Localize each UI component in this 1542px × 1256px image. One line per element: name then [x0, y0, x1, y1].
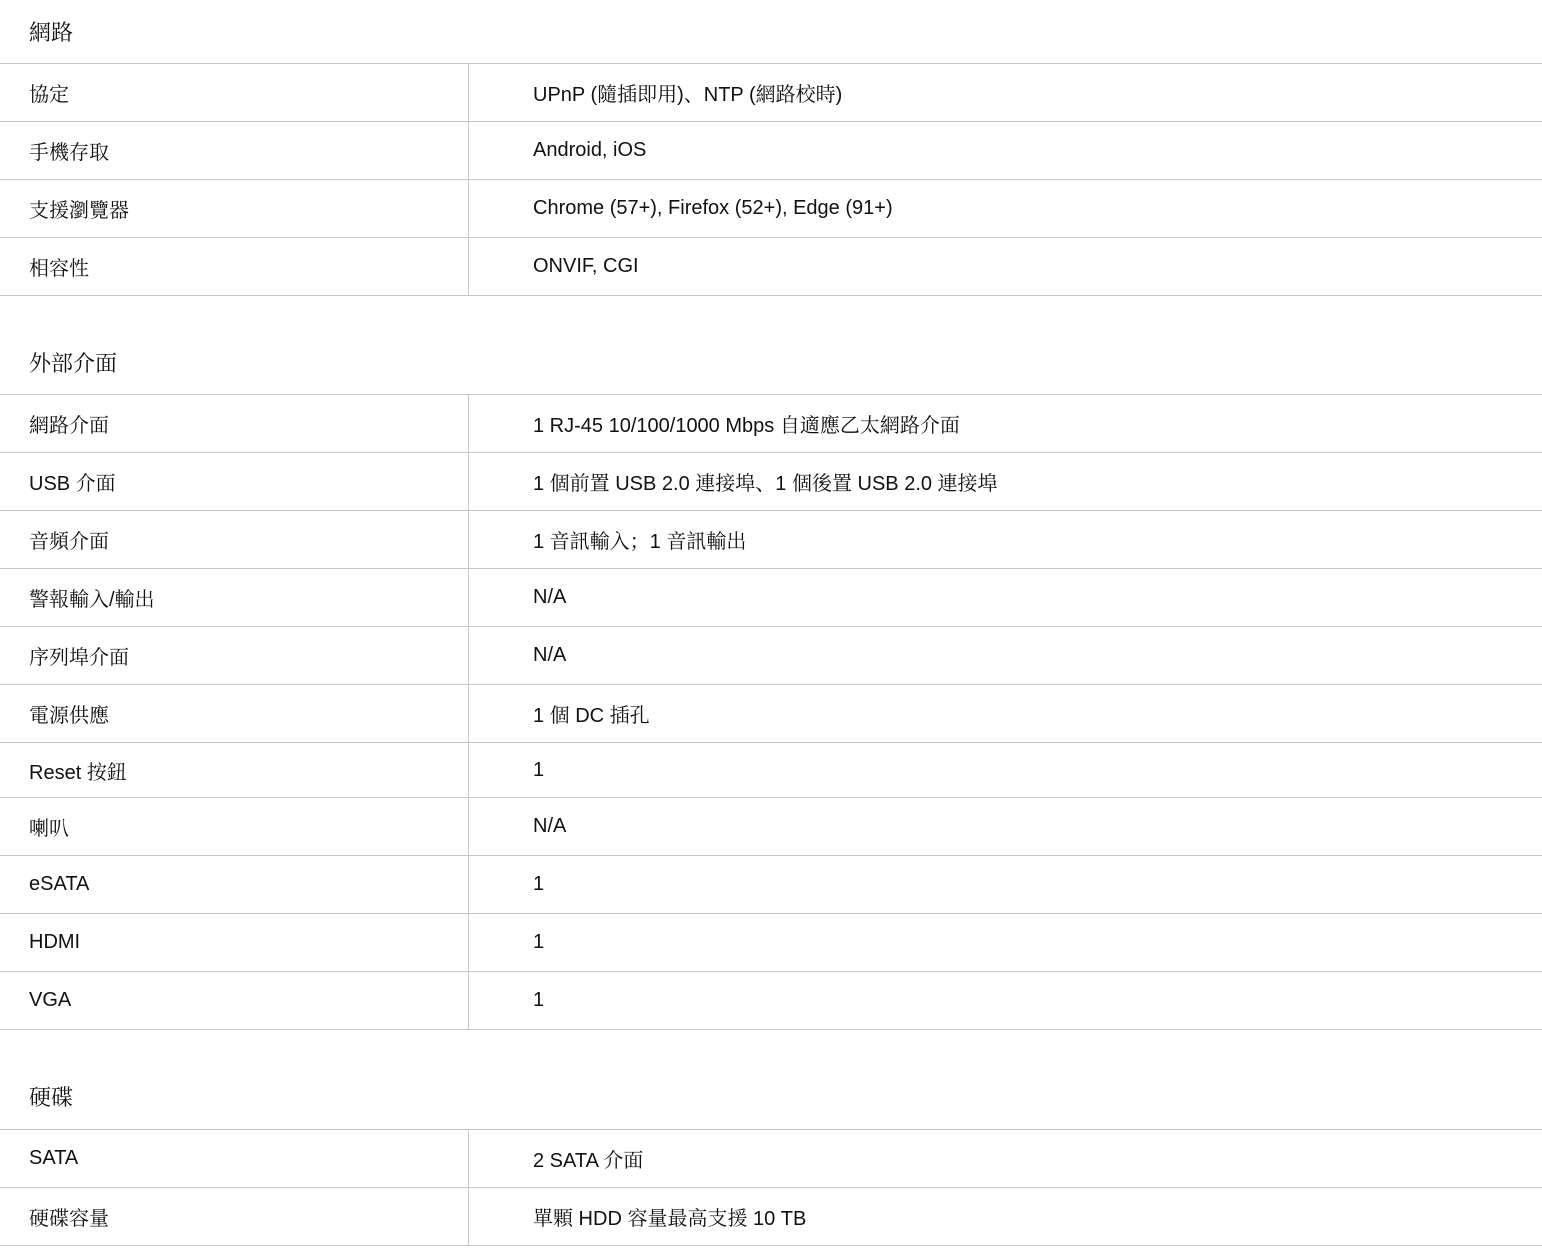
table-row [0, 511, 1542, 569]
spec-value: ONVIF, CGI [533, 255, 639, 277]
spec-label: 相容性 [0, 238, 469, 295]
table-row [0, 238, 1542, 296]
spec-label: Reset 按鈕 [0, 743, 469, 797]
spec-value: 1 音訊輸入；1 音訊輸出 [533, 531, 747, 553]
spec-value: 1 個 DC 插孔 [533, 705, 650, 727]
section-title: 硬碟 [0, 1030, 1542, 1130]
table-row [0, 914, 1542, 972]
spec-value: 2 SATA 介面 [533, 1150, 644, 1172]
section-title: 網路 [0, 0, 1542, 64]
spec-value: 1 RJ-45 10/100/1000 Mbps 自適應乙太網路介面 [533, 415, 960, 437]
table-row [0, 685, 1542, 743]
table-row [0, 627, 1542, 685]
table-row [0, 1130, 1542, 1188]
spec-label: 電源供應 [0, 685, 469, 742]
spec-value: N/A [533, 815, 567, 837]
spec-label: 序列埠介面 [0, 627, 469, 684]
spec-value: Chrome (57+), Firefox (52+), Edge (91+) [533, 197, 893, 219]
spec-value: N/A [533, 644, 567, 666]
spec-label: 網路介面 [0, 395, 469, 452]
section-external-interfaces [0, 296, 1542, 1030]
table-row [0, 856, 1542, 914]
spec-value: 1 [533, 931, 545, 953]
spec-label: 音頻介面 [0, 511, 469, 568]
table-row [0, 395, 1542, 453]
table-row [0, 1188, 1542, 1246]
spec-label: 硬碟容量 [0, 1188, 469, 1245]
spec-label: 警報輸入/輸出 [0, 569, 469, 626]
table-row [0, 569, 1542, 627]
section-hard-disk [0, 1030, 1542, 1246]
table-row [0, 743, 1542, 798]
section-title: 外部介面 [0, 296, 1542, 395]
spec-label: VGA [0, 972, 469, 1029]
spec-label: USB 介面 [0, 453, 469, 510]
spec-value: 單顆 HDD 容量最高支援 10 TB [533, 1208, 807, 1230]
spec-label: 手機存取 [0, 122, 469, 179]
spec-value: 1 個前置 USB 2.0 連接埠、1 個後置 USB 2.0 連接埠 [533, 473, 998, 495]
table-row [0, 64, 1542, 122]
spec-value: 1 [533, 989, 545, 1011]
table-row [0, 122, 1542, 180]
spec-label: 支援瀏覽器 [0, 180, 469, 237]
spec-label: SATA [0, 1130, 469, 1187]
spec-label: eSATA [0, 856, 469, 913]
spec-value: UPnP (隨插即用)、NTP (網路校時) [533, 84, 843, 106]
spec-value: 1 [533, 758, 545, 781]
spec-label: 協定 [0, 64, 469, 121]
spec-label: 喇叭 [0, 798, 469, 855]
table-row [0, 453, 1542, 511]
section-network [0, 0, 1542, 296]
spec-value: N/A [533, 586, 567, 608]
spec-value: 1 [533, 873, 545, 895]
spec-label: HDMI [0, 914, 469, 971]
table-row [0, 798, 1542, 856]
table-row [0, 180, 1542, 238]
table-row [0, 972, 1542, 1030]
spec-value: Android, iOS [533, 139, 647, 161]
